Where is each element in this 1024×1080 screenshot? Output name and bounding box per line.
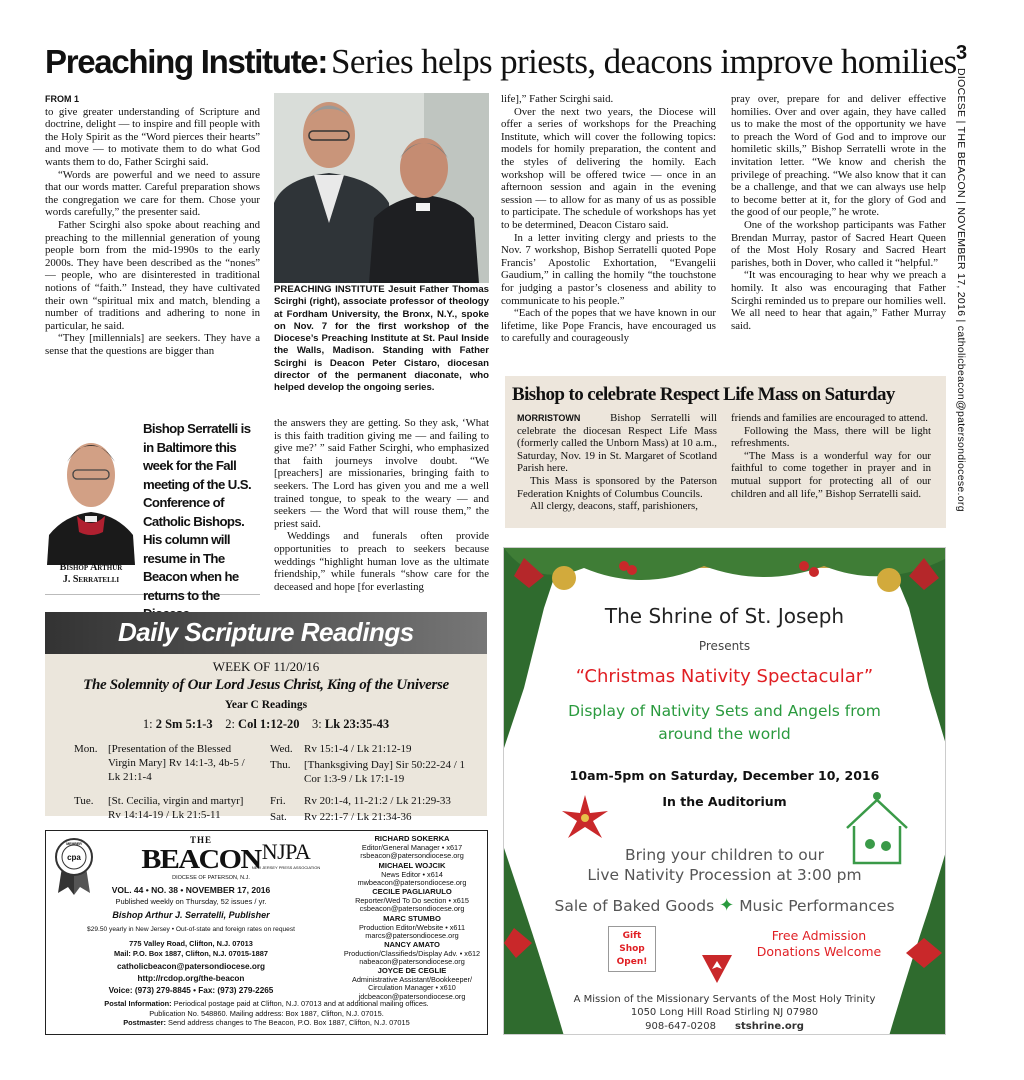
headline-title: Series helps priests, deacons improve homilies (331, 42, 957, 81)
readings-banner-title: Daily Scripture Readings (118, 617, 414, 647)
shrine-advertisement (503, 547, 946, 1035)
paragraph: All clergy, deacons, staff, parishioners, (529, 500, 698, 513)
paragraph: Over the next two years, the Diocese will offer a series of workshops for the Preaching Institute, which will cover the following topics: models for homily preparation, the content and the styles of delivering the homily. Each workshop will be offered twice — once in an afternoon session and again in the evening session — to allow for as many of us as possible to participate. The schedule of workshops has yet to be determined, Deacon Cistaro said. (501, 105, 716, 231)
ad-display-line1: Display of Nativity Sets and Angels from (568, 702, 881, 720)
ad-place: In the Auditorium (662, 794, 787, 809)
paragraph: the answers they are getting. So they ask, ‘What is this faith tradition giving me — and failing to give me?’ ” said Father Scirghi, who emphasized that faith journeys involve doubt. “We [preachers] are missionaries, bringing faith to seekers. The Lord has given you and me a well trained tongue, to speak to the weary — and seekers — the Word that will rouse them,” the priest said. (274, 417, 489, 530)
paragraph: “They [millennials] are seekers. They have a sense that the questions are bigger than (45, 332, 260, 357)
ad-sale: Sale of Baked Goods (554, 897, 715, 915)
side-folio-text: DIOCESE | THE BEACON | NOVEMBER 17, 2016 | catholicbeacon@patersondiocese.org (955, 68, 967, 512)
paragraph: friends and families are encouraged to attend. (731, 412, 928, 424)
paragraph: to give greater understanding of Scripture and doctrine, delight — to inspire and fill people with the Holy Spirit as the “Word pierces their hearts” and move — to motivate them to do what God wants them to do, Father Scirghi said. (45, 105, 260, 168)
bishop-note-text: Bishop Serratelli is in Baltimore this week for the Fall meeting of the U.S. Conference of Catholic Bishops. His column will resume in The Beacon when he returns to the (143, 421, 252, 603)
masthead-logo: BEACON (141, 844, 261, 875)
readings-solemnity: The Solemnity of Our Lord Jesus Christ, King of the Universe (83, 677, 449, 693)
staff-entry: RICHARD SOKERKA Editor/General Manager • x617 rsbeacon@patersondiocese.org (360, 834, 464, 861)
masthead-the: THE (189, 835, 212, 845)
staff-entry: MICHAEL WOJCIK News Editor • x614 mwbeacon@patersondiocese.org (357, 861, 467, 888)
caption-text: Jesuit Father Thomas Scirghi (right), associate professor of theology at Fordham University, the Bronx, N.Y., spoke on Nov. 7 for the first workshop of the Diocese’s Preaching Institute at St. Paul Inside the Walls, Madison. Standing with Father Scirghi is Deacon Peter Cistaro, diocesan director of the permanent diaconate, who helped develop the ongoing series. (274, 284, 489, 394)
reading-row: Mon. [Presentation of the Blessed Virgin Mary] Rv 14:1-3, 4b-5 / Lk 21:1-4 (74, 743, 245, 783)
paragraph: “Words are powerful and we need to assure that our words matter. Careful preparation shows the congregation we care for them. Chose your words carefully,” the presenter said. (45, 168, 260, 219)
masthead-published: Published weekly on Thursday, 52 issues / yr. (115, 897, 267, 906)
weekday-readings-left (72, 740, 252, 824)
paragraph: This Mass is sponsored by the Paterson Federation Knights of Columbus Councils. (517, 474, 717, 500)
poinsettia-icon (560, 793, 610, 843)
staff-entry: NANCY AMATO Production/Classifieds/Display Adv. • x612 nabeacon@patersondiocese.org (343, 940, 481, 967)
readings-year: Year C Readings (224, 699, 308, 711)
headline-kicker: Preaching Institute: (45, 43, 328, 80)
ad-shrine: The Shrine of St. Joseph (604, 604, 845, 628)
ad-display-line2: around the world (658, 725, 791, 743)
paragraph: One of the workshop participants was Father Brendan Murray, pastor of Sacred Heart Queen of the Most Holy Rosary and Sacred Heart parishes, both in Dover, who called it “helpful.” (731, 218, 946, 269)
article-column-2 (274, 417, 489, 593)
ad-time: 10am-5pm on Saturday, December 10, 2016 (569, 768, 880, 783)
reading-row: Wed. Rv 15:1-4 / Lk 21:12-19 (270, 743, 412, 755)
weekday-readings-right (268, 740, 468, 826)
ad-address: 1050 Long Hill Road Stirling NJ 07980 (630, 1007, 819, 1018)
staff-entry: MARC STUMBO Production Editor/Website • x611 marcs@patersondiocese.org (358, 914, 466, 941)
ad-donations-text: Donations Welcome (756, 944, 882, 959)
ad-phone: 908-647-0208 (645, 1021, 716, 1032)
article-column-1 (45, 93, 260, 357)
photo-illustration (274, 93, 489, 283)
sparkle-icon: ✦ (719, 895, 735, 916)
masthead-diocese: DIOCESE OF PATERSON, N.J. (172, 875, 250, 881)
ad-website: stshrine.org (735, 1021, 804, 1032)
jump-line: FROM 1 (45, 94, 80, 104)
paragraph: Father Scirghi also spoke about reaching and preaching to the millennial generation of young people born from the mid-1990s to the early 2000s. They have been described as the “nones” — people, who are disinterested in traditional notions of “faith.” Instead, they have cultivated their own “spiritual mix and match, blending a number of traditions and adhering to none in particular, he said. (45, 218, 260, 332)
paragraph: pray over, prepare for and deliver effective homilies. Over and over again, they have called us to make the most of the opportunity we have to preach the Word of God and to improve our homiletic skills,” Bishop Serratelli wrote in the invitation letter. “We know and cherish the privilege of preaching. “We also know that it can be a challenge, and that we can always use help to become better at it, for the glory of God and the good of our people,” he wrote. (731, 93, 946, 219)
side-folio (951, 68, 971, 512)
staff-entry: JOYCE DE CEGLIE Administrative Assistant/Bookkeeper/ Circulation Manager • x610 jdcbeacon@patersondiocese.org (351, 966, 473, 1001)
ad-presents: Presents (698, 639, 751, 653)
paragraph: Following the Mass, there will be light refreshments. (731, 424, 931, 450)
respect-life-title: Bishop to celebrate Respect Life Mass on Saturday (512, 384, 895, 405)
cpa-seal-member: MEMBER (66, 842, 82, 846)
reading-row: Thu. [Thanksgiving Day] Sir 50:22-24 / 1 Cor 1:3-9 / Lk 17:1-19 (270, 759, 466, 785)
masthead-website[interactable]: http://rcdop.org/the-beacon (137, 974, 245, 983)
staff-entry: CECILE PAGLIARULO Reporter/Wed To Do section • x615 csbeacon@patersondiocese.org (355, 887, 469, 914)
paragraph: “It was encouraging to hear why we preach a homily. It also was encouraging that Father Scirghi reminded us to prepare our homilies well. We all need to hear that again,” Father Murray said. (731, 269, 946, 332)
dateline: MORRISTOWN (517, 413, 581, 423)
gift-shop-sign: Gift Shop Open! (608, 926, 656, 972)
paragraph: MORRISTOWN Bishop Serratelli will celebrate the diocesan Respect Life Mass (formerly called the Unborn Mass) at 10 a.m., Saturday, Nov. 19 in St. Margaret of Scotland Parish here. (517, 412, 717, 475)
ad-bring-line2: Live Nativity Procession at 3:00 pm (587, 866, 862, 884)
masthead-email[interactable]: catholicbeacon@patersondiocese.org (116, 962, 266, 971)
article-column-3 (501, 93, 716, 345)
ad-event: “Christmas Nativity Spectacular” (575, 666, 874, 687)
paragraph: life],” Father Scirghi said. (501, 93, 614, 105)
masthead-publisher: Bishop Arthur J. Serratelli, Publisher (112, 910, 270, 920)
masthead-mail: Mail: P.O. Box 1887, Clifton, N.J. 07015-1887 (114, 949, 268, 958)
ad-sale-music (504, 895, 945, 916)
masthead-price: $29.50 yearly in New Jersey • Out-of-state and foreign rates on request (87, 926, 295, 933)
readings-week: WEEK OF 11/20/16 (212, 659, 320, 674)
ad-bring-line1: Bring your children to our (625, 846, 824, 864)
respect-life-column-2 (731, 412, 931, 500)
njpa-sub: NEW JERSEY PRESS ASSOCIATION (251, 865, 321, 870)
paragraph: “Each of the popes that we have known in our lifetime, like Pope Francis, have encouraged us to carefully and courageously (501, 307, 716, 345)
ad-free-admission: Free Admission (771, 928, 867, 943)
respect-life-column-1 (517, 412, 717, 513)
masthead-address: 775 Valley Road, Clifton, N.J. 07013 (129, 939, 253, 948)
photo-caption (274, 284, 489, 395)
njpa-logo: NJPA (261, 839, 311, 864)
reading-row: Fri. Rv 20:1-4, 11-21:2 / Lk 21:29-33 (270, 795, 451, 807)
postal-information: Postal Information: Periodical postage paid at Clifton, N.J. 07013 and at additional mailing offices. Publication No. 548860. Mailing address: Box 1887, Clifton, N.J. 07015. Postmaster: Send address changes to The Beacon, P.O. Box 1887, Clifton, N.J. 07015 (104, 999, 429, 1028)
paragraph: Weddings and funerals often provide opportunities to preach to seekers because weddings “highlight human love as the ultimate friendship,” while funerals “show care for the deceased and hope [for everlasting (274, 530, 489, 593)
masthead-phone: Voice: (973) 279-8845 • Fax: (973) 279-2265 (108, 986, 274, 995)
ad-contact (504, 1021, 945, 1032)
reading-row: Sat. Rv 22:1-7 / Lk 21:34-36 (270, 811, 412, 823)
article-photo (274, 93, 489, 283)
masthead-volume: VOL. 44 • NO. 38 • NOVEMBER 17, 2016 (111, 885, 271, 895)
caption-lead: PREACHING INSTITUTE (274, 284, 385, 295)
headline (45, 42, 957, 82)
article-column-4 (731, 93, 946, 332)
ad-mission: A Mission of the Missionary Servants of the Most Holy Trinity (573, 994, 876, 1005)
page-number: 3 (956, 42, 968, 64)
paragraph: “The Mass is a wonderful way for our faithful to come together in prayer and in mutual support for protecting all of our children and all life,” Bishop Serratelli said. (731, 449, 931, 500)
masthead-box (45, 830, 488, 1035)
sunday-readings: 1: 2 Sm 5:1-3 2: Col 1:12-20 3: Lk 23:35-43 (142, 717, 390, 731)
bishop-portrait (45, 420, 137, 565)
bishop-name: Bishop Arthur J. Serratelli (59, 562, 123, 585)
ad-music: Music Performances (739, 897, 895, 915)
paragraph: In a letter inviting clergy and priests to the Nov. 7 workshop, Bishop Serratelli quoted Pope Francis’ Apostolic Exhortation, “Evangelii Gaudium,” in calling the homily “the touchstone for judging a pastor’s closeness and ability to communicate to his people.” (501, 231, 716, 307)
cpa-seal-text: cpa (67, 853, 81, 862)
reading-row: Tue. [St. Cecilia, virgin and martyr] Rv 14:14-19 / Lk 21:5-11 (74, 795, 244, 821)
